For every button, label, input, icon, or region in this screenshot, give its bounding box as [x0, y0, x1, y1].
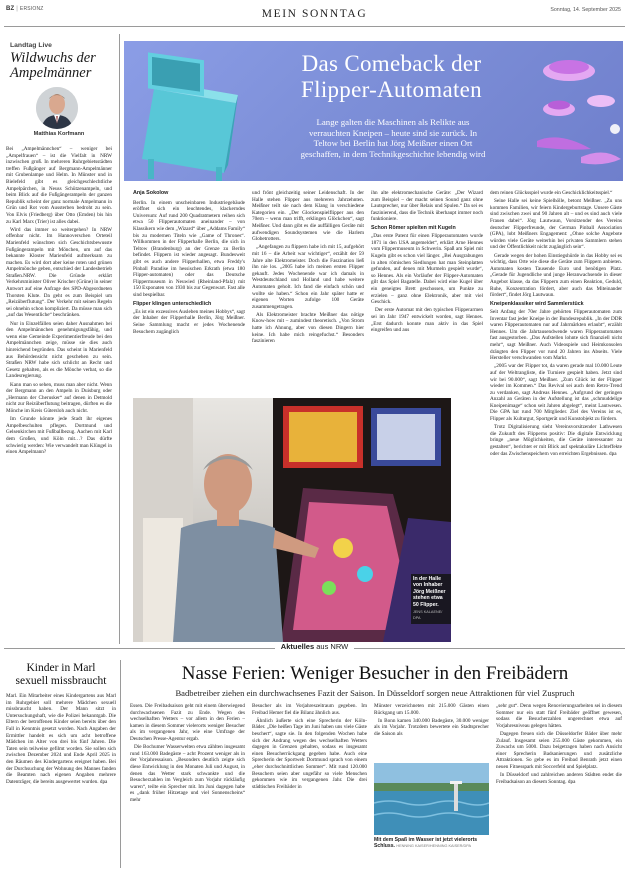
article-paragraph: Seit Anfang der 70er Jahre gehörten Flipperautomaten zum Inventar fast jeder Kneipe in der Bundesrepublik. „In der DDR waren Flipperautomaten nur auf Jahrmärkten erlaubt“, erzählt Hennes. Um die Jahrtausendwende waren Flipperautomaten fast ausgestorben. „Das Aufstellen lohnte sich finanziell nicht mehr“, sagt Meißner. Auch Videospiele und Heimkonsolen drängten den Flipper vor rund 20 Jahren ins Abseits. Viele Hersteller verschwanden vom Markt.: [490, 308, 622, 362]
article-paragraph: Trotz Digitalisierung sieht Vereinsvorsitzender Lathwesen die Zukunft des Flipperns positiv: Die digitale Entwicklung bringe „neue Möglichkeiten, die Geräte interessanter zu gestalten“, berichtet er mit Blick auf spektakuläre Lichteffekte oder das Zwischenspeichern von erreichten Ergebnissen. dpa: [490, 424, 622, 457]
sidebar-paragraph: Kann man so sehen, muss man aber nicht. Wenn der Bergmann an den Ampeln in Duisburg oder „Hermann der Cherusker“ auf denen in Detmold nicht zur Reizüberflutung beitragen, dürften es die Mönche im Kreis Gütersloh auch nicht.: [6, 381, 112, 414]
author-portrait: [36, 87, 78, 129]
sidebar-divider: [119, 34, 120, 644]
freibad-paragraph: In Bonn kamen 340.000 Badegäste, 30.000 weniger als im Vorjahr. Trotzdem bewertete ein Stadtsprecher die Saison als: [374, 717, 489, 737]
hero-subtitle-line: verrauchten Kneipen – heute sind sie zurück. In: [308, 127, 478, 138]
author-portrait-icon: [36, 87, 78, 129]
freibad-photo-credit: HENNING KAISER/HENNING KAISER/DPA: [396, 844, 471, 849]
sidebar-paragraph: Nur in Einzelfällen seien daher Ausnahmen bei den Ampelmännchen genehmigungsfähig, und wenn eine Gemeinde Experimentierfreude bei den Ampelmännchen zeige, müsse sie dies auch hinreichend begründen. Das scheint in Marienfeld aus Behördensicht nicht geschehen zu sein. Straßen NRW habe sich schlicht an Recht und Gesetz gehalten, als es die Mönche verbat, so die Landesregierung.: [6, 320, 112, 380]
hero-title: [254, 51, 529, 103]
photo-caption-text: In der Halle von Inhaber Jörg Meißner stehen etwa 50 Flipper.: [413, 576, 446, 608]
article-paragraph: „Es ist ein exzessives Ausleben meines Hobbys“, sagt der Inhaber der Flipperhalle Berlin, Jörg Meißner. Seine Sammlung macht er jedes Wochenende Besuchern zugänglich: [133, 308, 245, 335]
issue-date: Sonntag, 14. September 2025: [550, 7, 621, 13]
article-paragraph: und frönt gleichzeitig seiner Leidenschaft. In der Halle stehen Flipper aus mehreren Jahrzehnten. Meißner teilt sie nach dem Klang in verschiedene Kategorien ein. „Der Glockenspielflipper aus den 70ern – wenn man trifft, erklingen Glöckchen“, sagt Meißner. Und dann gibt es die auffälligen Geräte mit aufwendigen Soundsystemen wie die Harlem Globetrotters.: [252, 190, 364, 243]
freibad-paragraph: In Düsseldorf und zahlreichen anderen Städten endet die Freibadsaison an diesem Sonntag. dpa: [496, 772, 622, 785]
marl-paragraph: Marl. Ein Mitarbeiter eines Kindergartens aus Marl im Ruhrgebiet soll mehrere Mädchen sexuell missbraucht haben. Der Mann sitzt in Untersuchungshaft, wie die Polizei bekanntgab. Die Eltern der betroffenen Kinder seien bereits über den Fall in Kenntnis gesetzt worden. Nach Angaben der Ermittler handelt es sich um acht betroffene Mädchen im Alter von drei bis fünf Jahren. Die Taten sein teilweise gefilmt worden. Sie sollen sich zwischen Dezember 2024 und Ende April 2025 in den Räumen des Kindergartens ereignet haben. Bei der Durchsuchung der Wohnung des Mannes fanden die Beamten nach eigenen Angaben mehrere Datenträger, die bereits ausgewertet wurden. dpa: [6, 693, 116, 785]
article-subheading: Kneipenklassiker wird Sammlerstück: [490, 301, 584, 308]
pinball-machine-icon: [124, 41, 254, 181]
freibad-paragraph: Münster verzeichneten mit 215.000 Gästen einen Rückgang um 15.000.: [374, 703, 489, 716]
article-paragraph: „2005 war der Flipper tot, da waren gerade mal 10.000 Leute auf der Weltrangliste, die Turniere gespielt haben. Jetzt sind wir bei 90.000“, sagt Meißner. „Zum Glück ist der Flipper wieder im Kommen.“ Das Revival sei auch dem Retro-Trend zu verdanken, sagt Andreas Hennes. „Aufgrund der geringen Anzahl an Geräten in der Aufstellung ist das „schmuddelige Kneipenimage“ schon seit Jahren abgelegt“, meint Lautwesen. Die GPA hat rund 700 Mitglieder. Ziel des Vereins ist es, Flipper als Kulturgut, Sportgerät und Kunstobjekt zu fördern.: [490, 363, 622, 423]
sidebar-title-line1: Wildwuchs der: [10, 50, 96, 66]
article-paragraph: Seine Halle sei keine Spielhölle, betont Meißner. „Zu uns kommen Familien, wir feiern Kindergeburtstage. Unsere Gäste sind zwischen zwei und 90 Jahren alt – und es sind auch viele Frauen dabei“. Jörg Lautwaun, Vorsitzender des Vereins deutscher Flipperfreunde, der German Pinball Association (GPA), lobt Meißners Engagement: „Ohne solche Angebote würden viele Geräte weiterhin bei privaten Sammlern stehen und der Öffentlichkeit nicht zugänglich sein“.: [490, 198, 622, 251]
article-paragraph: „Das erste Patent für einen Flipperautomaten wurde 1871 in den USA angemeldet“, erklärt Arne Hennes vom Flippermuseum in Schwerin. Spaß am Spiel mit Kugeln gibt es schon viel länger. „Bei Ausgrabungen in alten römischen Siedlungen hat man Steinplatten gefunden, auf denen mit Murmeln gespielt wurde“, so Hennes. Als ein Vorläufer der Flipper-Automaten gilt das Spiel Bagatelle. Dabei wird eine Kugel über ein geneigtes Brett geschossen, um Punkte zu erzielen – ganz ohne Elektronik, aber mit viel Geschick.: [371, 233, 483, 306]
freibad-paragraph: Dagegen freuen sich die Düsseldorfer Bäder über mehr Zulauf. Insgesamt seien 255.000 Gäste gekommen, ein Zuwachs um 5000. Dazu beigetragen haben nach Ansicht einer Sprecherin Badsanierungen und zusätzliche Attraktionen. So gebe es im Freibad Benrath jetzt einen neuen Fitnesspark mit Soccerfeld und Spielplatz.: [496, 730, 622, 770]
sidebar-kicker: Landtag Live: [10, 42, 52, 49]
article-paragraph: Als Elektromeister brachte Meißner das nötige Know-how mit – zumindest theoretisch. „Von Strom hatte ich Ahnung, aber von diesen Dingern hier keine. Ich habe mich reingefuchst.“ Besonders faszinieren: [252, 311, 364, 345]
freibad-column-4: [496, 703, 622, 868]
marl-divider: [120, 660, 121, 868]
sidebar-paragraph: Bei „Ampelmännchen“ – weniger bei „Ampelfrauen“ – ist die Vielfalt in NRW inzwischen groß. In mehreren Ruhrgebietsstädten treffen Fußgänger auf Bergmann-Ampelmänner mit Grubenlampe und Helm. In Münster und in Bielefeld gibt es gleichgeschlechtliche Ampelpärchen, in Neuss Schützenampeln, und beim Blick auf die Fußgängerampeln der ganzen Republik scheint der ganz normale Ampelmann in Grün und Rot vom Aussterben bedroht zu sein. Von Elvis (Friedberg) über Otto (Emden) bis hin zu Karl Marx (Trier) ist alles dabei.: [6, 146, 112, 225]
freibad-paragraph: Besucher als im Vorjahreszeitraum gegeben. Im Freibad Hemer fiel die Bilanz ähnlich aus.: [252, 703, 367, 716]
article-paragraph: ihn alte elektromechanische Geräte: „Der Wizard zum Beispiel – der macht seinen Sound ganz ohne Lautsprecher, nur über Relais und Spulen.“ Da sei es faszinierend, dass die Technik überhaupt immer noch funktioniere.: [371, 190, 483, 223]
freibad-photo: [374, 763, 489, 835]
freibad-subtitle: Badbetreiber ziehen ein durchwachsenes Fazit der Saison. In Düsseldorf sorgen neue Attraktionen für viel Zuspruch: [175, 688, 575, 698]
freibad-paragraph: Essen. Die Freibadsaison geht mit einem überwiegend durchwachsenen Fazit zu Ende. Wegen des wechselhaften Wetters – vor allem in den Ferien – kamen in diesem Sommer vielerorts weniger Besucher als im vergangenen Jahr, wie eine Umfrage der Deutschen Presse-Agentur ergab.: [130, 703, 245, 742]
sidebar-paragraph: Im Grunde könnte jede Stadt ihr eigenes Ampelbeschulten pflegen. Dortmund und Gelsenkirchen mit Fußballbezug. Aachen mit Karl dem Großen, und Köln mit…? Das dürfte schwierig werden: Wie verwandelt man Klüngel in einen Ampelmann?: [6, 416, 112, 456]
article-paragraph: Gerade wegen der hohen Einstiegshürde in das Hobby sei es wichtig, dass Orte wie diese die Geräte zum Flippern anbieten. Automaten kosten Tausende Euro und benötigen Platz. „Gerade für Jugendliche und junge Heranwachsende in dieser Angebot klasse, da das Flippern zum einen Reaktion, Geduld, Ruhe, Konzentration fördert, aber auch das Miteinander fördert“, findet Jörg Lautwaun.: [490, 252, 622, 299]
freibad-column-3: [374, 703, 489, 761]
freibad-column-1: [130, 703, 245, 868]
photo-caption: [411, 574, 451, 624]
marl-title-line2: sexuell missbraucht: [15, 674, 107, 687]
hero-subtitle: [248, 117, 538, 160]
hero-title-line2: Flipper-Automaten: [301, 77, 482, 102]
freibad-paragraph: Die Bochumer Wasserwelten etwa zählten insgesamt rund 163.000 Badegäste – acht Prozent weniger als in der Vorjahressaison. „Besonders deutlich zeigte sich diese Entwicklung in den Monaten Juli und August, in denen das Wetter stark schwankte und die Besucherzahlen im Vergleich zum Vorjahr rückläufig waren“, teilte ein Sprecher mit. Im Juni dagegen habe es „dank früher Hitzetage und viel Sonnenscheins“ mehr: [130, 744, 245, 803]
marl-article: [6, 662, 116, 868]
freibad-photo-caption: [374, 837, 489, 849]
section-label-rest: aus NRW: [314, 642, 349, 651]
header-rule: [4, 26, 625, 27]
freibad-title: Nasse Ferien: Weniger Besucher in den Freibädern: [181, 663, 569, 684]
hero-subtitle-line: Teltow bei Berlin hat Jörg Meißner einen Ort: [313, 138, 473, 149]
publisher-name: BZ: [6, 6, 15, 12]
flipper-parts-icon: [529, 49, 623, 174]
section-label-bold: Aktuelles: [280, 642, 315, 651]
article-subheading: Flipper klingen unterschiedlich: [133, 301, 212, 307]
article-paragraph: dem reinen Glücksspiel wurde ein Geschicklichkeitsspiel.“: [490, 190, 613, 196]
section-title: MEIN SONNTAG: [261, 8, 368, 20]
pool-photo-icon: [374, 763, 489, 835]
freibad-paragraph: Ähnlich äußerte sich eine Sprecherin der Köln-Bäder. „Die heißen Tage im Juni haben uns viele Gäste beschert“, sagte sie. In den folgenden Wochen habe sich der Andrang wegen des wechselhaften Wetters dagegen in Grenzen gehalten, sodass es insgesamt einen Besucherrückgang gegeben habe. Auch eine Sprecherin der Sportwelt Dortmund sprach von einem „eher durchschnittlichen Sommer“. Mit rund 120.000 Besuchern seien aber ungefähr so viele Menschen gekommen wie im vergangenen Jahr. Die drei städtischen Freibäder in: [252, 717, 367, 790]
sidebar-title-line2: Ampelmänner: [10, 65, 92, 81]
sidebar-title: [10, 51, 112, 81]
article-column-4: [490, 190, 622, 642]
sidebar-paragraph: Wird das immer so weitergehen? In NRW offenbar nicht. Im Hannoverschen Orteteil Marienfeld wünschten sich Geschichtsbewusste Fußgängerampeln mit Mönchen, um auf das bekannte Kloster Marienfeld aufmerksam zu machen. Es wird dort aber keine roten und grünen Ampelmönche geben, entschied der Landesbetrieb Straßen.NRW. Die Gründe erklärt Verkehrsminister Oliver Krischer (Grüne) in seiner Antwort auf eine Anfrage des SPD-Abgeordneten Thorsten Klute. Da geht es zum Beispiel um „Reizüberflutung“. Der Verkehr mit seinen Regeln sei ohnehin schon kompliziert. Da müsse man sich „auf das Wesentliche“ beschränken.: [6, 226, 112, 319]
sidebar-author: Matthias Korfmann: [33, 131, 85, 137]
flipper-hall-photo-icon: [133, 398, 451, 642]
article-column-3: [371, 190, 483, 392]
publisher-logo: BZ | ERSIONZ: [6, 6, 44, 12]
freibad-paragraph: „sehr gut“. Denn wegen Renovierungsarbeiten sei in diesem Sommer nur ein statt fünf Freibäder geöffnet gewesen, sodass die Besucherzahlen ungerechnet etwa auf Vorjahresniveau gelegen hätten.: [496, 703, 622, 729]
marl-title-line1: Kinder in Marl: [26, 662, 96, 674]
article-paragraph: Der erste Automat mit den typischen Flipperarmen sei im Jahr 1947 entwickelt worden, sagt Hennes. „Erst dadurch konnte man aktiv in das Spiel eingreifen und aus: [371, 307, 483, 334]
article-column-1: [133, 190, 245, 392]
article-author: Anja Sokolow: [133, 190, 169, 196]
article-column-2: [252, 190, 364, 392]
marl-title: [6, 662, 116, 687]
photo-credit: JENS KALAENE/ DPA: [413, 610, 443, 621]
region-name: ERSIONZ: [19, 6, 44, 12]
article-paragraph: Berlin. In einem unscheinbaren Industriegebäude eröffnet sich ein leuchtendes, klackerndes Universum: Auf rund 200 Quadratmetern reihen sich etwa 50 Flipperautomaten aneinander – von Klassikern wie dem „Wizard“ über „Addams Family“ bis zu modernen Titeln wie „Game of Thrones“. Willkommen in der Flipperhalle Berlin, die sich in Teltow (Brandenburg) an der Grenze zu Berlin befindet. Flippern ist wieder angesagt. Bundesweit gibt es auch andere Flipperhallen, etwa Freddy's Pinball Paradise im hessischen Erkrath (etwa 180 Flipper-automaten) oder das Deutsche Flippermuseum in Neuwied (Rheinland-Pfalz) mit 150 Exponaten von 1930 bis zur Gegenwart. Fast alle sind bespielbar.: [133, 199, 245, 298]
sidebar-body: [6, 146, 112, 636]
marl-body: [6, 693, 116, 871]
hero-title-line1: Das Comeback der: [301, 51, 482, 76]
freibad-column-2: [252, 703, 367, 868]
hero-banner: [124, 41, 623, 181]
sidebar-column: [6, 34, 112, 644]
section-label: [0, 642, 629, 651]
article-paragraph: „Angefangen zu flippern habe ich mit 15, aufgehört mit 16 – die Arbeit war wichtiger“, erzählt der 59 Jahre alte Elektromeister. Doch die Faszination ließ ihn nie los. „2005 habe ich meinen ersten Flipper gekauft. Jedes Wochenende war ich damals in Westdeutschland und Holland und habe weitere Automaten geholt. Ich fand die einfach schön und wollte sie haben.“ Schon ein Jahr später hatte er eigenen Worten zufolge 100 Geräte zusammengetragen.: [252, 244, 364, 310]
hero-subtitle-line: Lange galten die Maschinen als Relikte aus: [316, 117, 470, 127]
freibad-photo-caption-text: Mit dem Spaß im Wasser ist jetzt vielerorts Schluss.: [374, 837, 478, 850]
article-photo: [133, 398, 451, 642]
article-subheading: Schon Römer spielten mit Kugeln: [371, 225, 456, 232]
hero-subtitle-line: geschaffen, in dem Technikgeschichte lebendig wird: [300, 149, 486, 160]
